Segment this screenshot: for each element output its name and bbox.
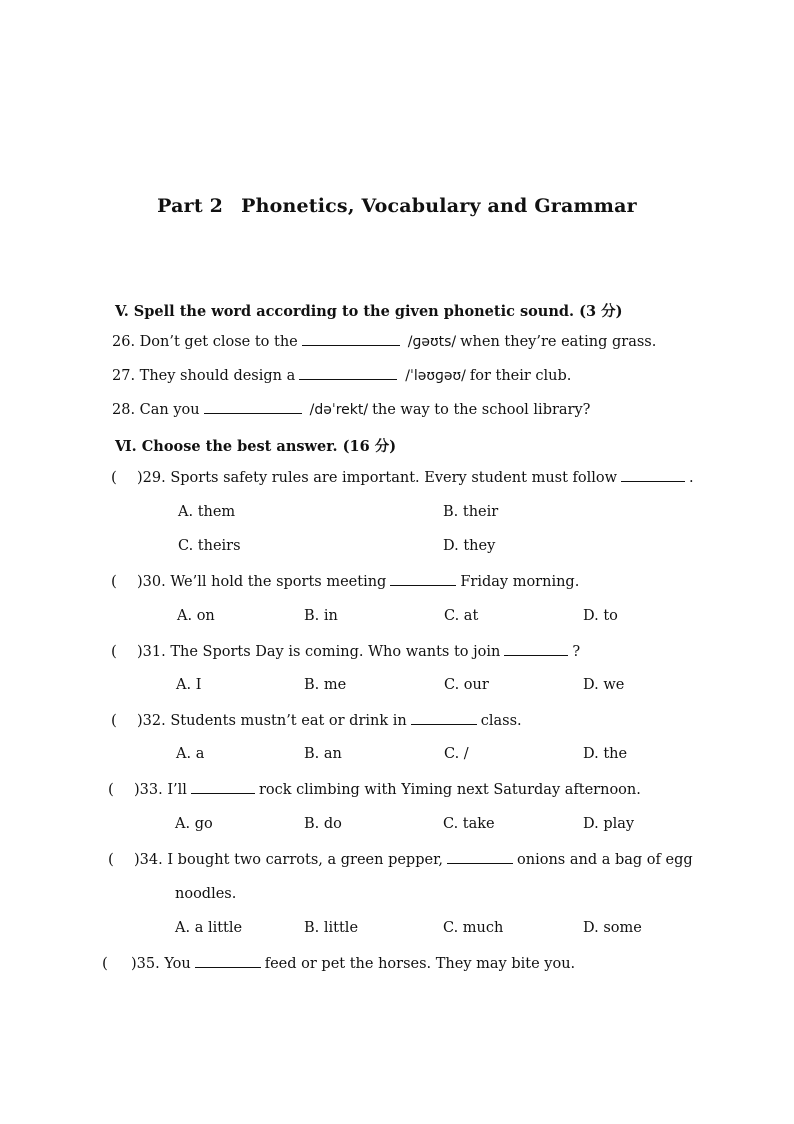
question-33	[134, 781, 641, 798]
question-text: rock climbing with Yiming next Saturday afternoon.	[258, 782, 641, 798]
question-number: )30.	[137, 574, 166, 590]
question-text: onions and a bag of egg	[517, 852, 693, 868]
question-number: )29.	[137, 470, 166, 486]
phonetic-symbol: /ɡəʊts/	[407, 334, 457, 350]
option-a[interactable]: A. a	[176, 746, 205, 762]
part-heading: Phonetics, Vocabulary and Grammar	[241, 195, 637, 217]
option-c[interactable]: C. take	[443, 816, 495, 832]
option-d[interactable]: D. the	[583, 746, 628, 762]
question-text: You	[164, 956, 191, 972]
answer-blank[interactable]	[411, 712, 477, 725]
option-a[interactable]: A. I	[176, 677, 202, 693]
part-label: Part 2	[157, 195, 224, 217]
option-c[interactable]: C. theirs	[178, 538, 241, 554]
question-text: for their club.	[469, 368, 572, 384]
option-b[interactable]: B. do	[304, 816, 342, 832]
phonetic-symbol: /dəˈrekt/	[309, 402, 369, 418]
answer-paren[interactable]: (	[111, 572, 117, 590]
question-text: 26. Don’t get close to the	[112, 334, 298, 350]
answer-paren[interactable]: (	[102, 954, 108, 972]
answer-paren[interactable]: (	[108, 850, 114, 868]
question-34	[134, 851, 693, 868]
question-text: We’ll hold the sports meeting	[170, 574, 387, 590]
question-34-continued: noodles.	[175, 886, 237, 902]
phonetic-symbol: /ˈləʊɡəʊ/	[405, 368, 466, 384]
question-text: class.	[480, 713, 522, 729]
answer-blank[interactable]	[621, 469, 685, 482]
option-c[interactable]: C. much	[443, 920, 504, 936]
question-number: )31.	[137, 644, 166, 660]
answer-blank[interactable]	[447, 851, 513, 864]
question-text: I bought two carrots, a green pepper,	[167, 852, 444, 868]
question-number: )35.	[131, 956, 160, 972]
question-number: )32.	[137, 713, 166, 729]
option-b[interactable]: B. in	[304, 608, 338, 624]
answer-blank[interactable]	[204, 401, 302, 414]
option-b[interactable]: B. their	[443, 504, 499, 520]
question-text: feed or pet the horses. They may bite you.	[264, 956, 576, 972]
option-d[interactable]: D. we	[583, 677, 625, 693]
question-35	[131, 955, 575, 972]
question-27	[112, 367, 571, 384]
section-6-heading: Ⅵ. Choose the best answer. (16 分)	[115, 438, 397, 455]
option-a[interactable]: A. a little	[175, 920, 243, 936]
question-text: I’ll	[167, 782, 187, 798]
answer-blank[interactable]	[299, 367, 397, 380]
option-d[interactable]: D. they	[443, 538, 496, 554]
question-text: 27. They should design a	[112, 368, 296, 384]
answer-paren[interactable]: (	[111, 642, 117, 660]
question-text: the way to the school library?	[372, 402, 591, 418]
answer-paren[interactable]: (	[111, 711, 117, 729]
option-a[interactable]: A. them	[178, 504, 236, 520]
option-c[interactable]: C. our	[444, 677, 489, 693]
question-32	[137, 712, 522, 729]
question-30	[137, 573, 579, 590]
option-c[interactable]: C. /	[444, 746, 469, 762]
answer-blank[interactable]	[191, 781, 255, 794]
option-a[interactable]: A. on	[177, 608, 215, 624]
question-text: when they’re eating grass.	[460, 334, 657, 350]
question-text: Sports safety rules are important. Every student must follow	[170, 470, 618, 486]
answer-blank[interactable]	[195, 955, 261, 968]
section-5-heading: V. Spell the word according to the given phonetic sound. (3 分)	[115, 303, 623, 320]
question-text: Students mustn’t eat or drink in	[170, 713, 407, 729]
option-b[interactable]: B. an	[304, 746, 342, 762]
answer-blank[interactable]	[504, 643, 568, 656]
option-b[interactable]: B. me	[304, 677, 347, 693]
answer-blank[interactable]	[302, 333, 400, 346]
answer-paren[interactable]: (	[108, 780, 114, 798]
option-d[interactable]: D. some	[583, 920, 642, 936]
question-31	[137, 643, 580, 660]
question-26	[112, 333, 656, 350]
question-number: )33.	[134, 782, 163, 798]
question-text: ?	[572, 644, 581, 660]
question-number: )34.	[134, 852, 163, 868]
option-a[interactable]: A. go	[175, 816, 213, 832]
question-28	[112, 401, 590, 418]
answer-paren[interactable]: (	[111, 468, 117, 486]
page-title	[0, 195, 794, 217]
question-text: The Sports Day is coming. Who wants to join	[170, 644, 501, 660]
question-29	[137, 469, 694, 486]
option-d[interactable]: D. to	[583, 608, 618, 624]
answer-blank[interactable]	[390, 573, 456, 586]
question-text: .	[689, 470, 694, 486]
option-c[interactable]: C. at	[444, 608, 479, 624]
option-b[interactable]: B. little	[304, 920, 359, 936]
question-text: 28. Can you	[112, 402, 200, 418]
option-d[interactable]: D. play	[583, 816, 635, 832]
question-text: Friday morning.	[460, 574, 580, 590]
